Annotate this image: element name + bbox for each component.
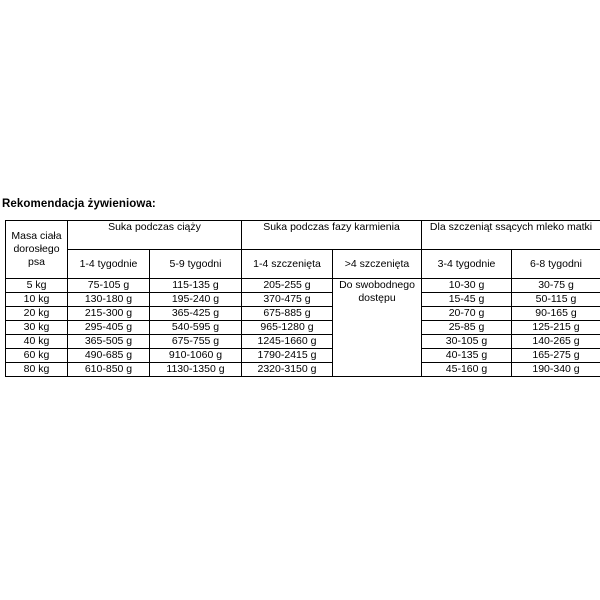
cell-pup-6-8: 165-275 g xyxy=(512,349,600,363)
cell-pup-3-4: 20-70 g xyxy=(422,307,512,321)
cell-preg-1-4: 75-105 g xyxy=(68,279,150,293)
cell-lact-1-4: 205-255 g xyxy=(242,279,333,293)
header-group-lactating: Suka podczas fazy karmienia xyxy=(242,221,422,250)
cell-preg-1-4: 295-405 g xyxy=(68,321,150,335)
cell-free-access: Do swobodnego dostępu xyxy=(333,279,422,377)
subheader-pup-3-4: 3-4 tygodnie xyxy=(422,250,512,279)
cell-pup-3-4: 25-85 g xyxy=(422,321,512,335)
cell-pup-3-4: 40-135 g xyxy=(422,349,512,363)
subheader-preg-5-9: 5-9 tygodni xyxy=(150,250,242,279)
cell-lact-1-4: 2320-3150 g xyxy=(242,363,333,377)
cell-preg-5-9: 540-595 g xyxy=(150,321,242,335)
cell-preg-1-4: 130-180 g xyxy=(68,293,150,307)
cell-preg-5-9: 365-425 g xyxy=(150,307,242,321)
header-group-puppies: Dla szczeniąt ssących mleko matki xyxy=(422,221,600,250)
cell-lact-1-4: 1790-2415 g xyxy=(242,349,333,363)
cell-pup-3-4: 15-45 g xyxy=(422,293,512,307)
table-row xyxy=(6,279,600,293)
cell-lact-1-4: 675-885 g xyxy=(242,307,333,321)
cell-pup-6-8: 125-215 g xyxy=(512,321,600,335)
cell-pup-3-4: 45-160 g xyxy=(422,363,512,377)
cell-preg-1-4: 215-300 g xyxy=(68,307,150,321)
cell-preg-1-4: 490-685 g xyxy=(68,349,150,363)
header-group-pregnant: Suka podczas ciąży xyxy=(68,221,242,250)
cell-pup-6-8: 190-340 g xyxy=(512,363,600,377)
cell-mass: 10 kg xyxy=(6,293,68,307)
cell-preg-5-9: 675-755 g xyxy=(150,335,242,349)
cell-pup-6-8: 90-165 g xyxy=(512,307,600,321)
subheader-pup-6-8: 6-8 tygodni xyxy=(512,250,600,279)
cell-lact-1-4: 1245-1660 g xyxy=(242,335,333,349)
header-mass: Masa ciała dorosłego psa xyxy=(6,221,68,279)
cell-pup-6-8: 30-75 g xyxy=(512,279,600,293)
cell-pup-6-8: 50-115 g xyxy=(512,293,600,307)
feeding-table xyxy=(5,220,600,377)
table-row xyxy=(6,307,600,321)
cell-preg-5-9: 195-240 g xyxy=(150,293,242,307)
cell-preg-5-9: 910-1060 g xyxy=(150,349,242,363)
cell-preg-5-9: 1130-1350 g xyxy=(150,363,242,377)
cell-preg-5-9: 115-135 g xyxy=(150,279,242,293)
cell-mass: 30 kg xyxy=(6,321,68,335)
table-row xyxy=(6,293,600,307)
cell-preg-1-4: 610-850 g xyxy=(68,363,150,377)
subheader-lact-1-4: 1-4 szczenięta xyxy=(242,250,333,279)
cell-pup-3-4: 10-30 g xyxy=(422,279,512,293)
cell-mass: 80 kg xyxy=(6,363,68,377)
cell-lact-1-4: 965-1280 g xyxy=(242,321,333,335)
header-row-groups xyxy=(6,221,600,250)
cell-mass: 5 kg xyxy=(6,279,68,293)
cell-mass: 20 kg xyxy=(6,307,68,321)
table-row xyxy=(6,321,600,335)
subheader-preg-1-4: 1-4 tygodnie xyxy=(68,250,150,279)
cell-lact-1-4: 370-475 g xyxy=(242,293,333,307)
cell-preg-1-4: 365-505 g xyxy=(68,335,150,349)
page-title: Rekomendacja żywieniowa: xyxy=(2,198,156,210)
table-row xyxy=(6,363,600,377)
table-row xyxy=(6,349,600,363)
table-row xyxy=(6,335,600,349)
cell-mass: 40 kg xyxy=(6,335,68,349)
cell-mass: 60 kg xyxy=(6,349,68,363)
cell-pup-3-4: 30-105 g xyxy=(422,335,512,349)
header-row-subgroups xyxy=(6,250,600,279)
subheader-lact-over-4: >4 szczenięta xyxy=(333,250,422,279)
cell-pup-6-8: 140-265 g xyxy=(512,335,600,349)
